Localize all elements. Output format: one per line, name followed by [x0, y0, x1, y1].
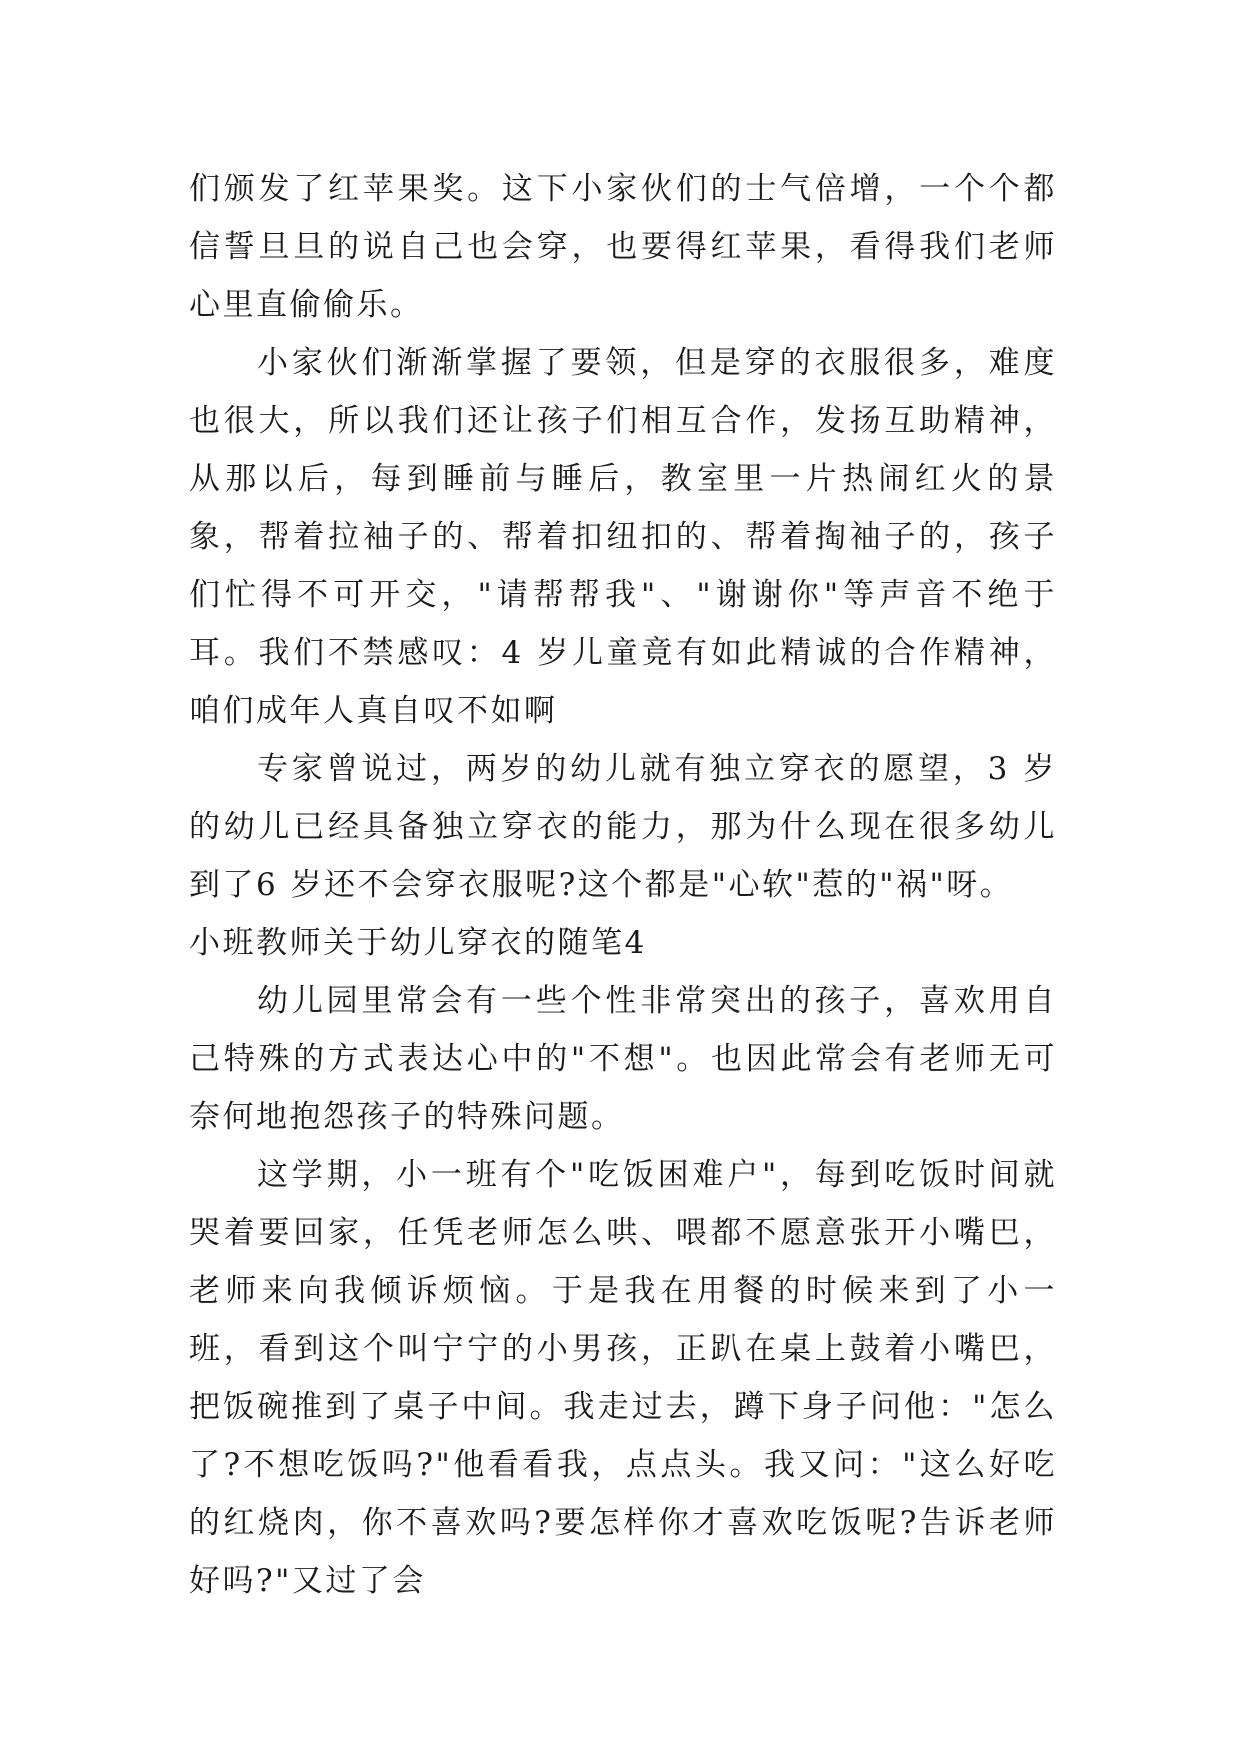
paragraph-4: 幼儿园里常会有一些个性非常突出的孩子，喜欢用自己特殊的方式表达心中的"不想"。也因此常会有老师无可奈何地抱怨孩子的特殊问题。: [189, 983, 1057, 1135]
section-heading: 小班教师关于幼儿穿衣的随笔4: [189, 925, 647, 961]
paragraph-3: 专家曾说过，两岁的幼儿就有独立穿衣的愿望，3 岁的幼儿已经具备独立穿衣的能力，那为什么现在很多幼儿到了6 岁还不会穿衣服呢?这个都是"心软"惹的"祸"呀。: [189, 751, 1057, 903]
document-page: [189, 160, 1057, 1610]
paragraph-2: 小家伙们渐渐掌握了要领，但是穿的衣服很多，难度也很大，所以我们还让孩子们相互合作，发扬互助精神，从那以后，每到睡前与睡后，教室里一片热闹红火的景象，帮着拉袖子的、帮着扣纽扣的、帮着掏袖子的，孩子们忙得不可开交，"请帮帮我"、"谢谢你"等声音不绝于耳。我们不禁感叹：4 岁儿童竟有如此精诚的合作精神，咱们成年人真自叹不如啊: [189, 345, 1057, 729]
paragraph-1: 们颁发了红苹果奖。这下小家伙们的士气倍增，一个个都信誓旦旦的说自己也会穿，也要得红苹果，看得我们老师心里直偷偷乐。: [189, 171, 1057, 323]
paragraph-5: 这学期，小一班有个"吃饭困难户"，每到吃饭时间就哭着要回家，任凭老师怎么哄、喂都不愿意张开小嘴巴，老师来向我倾诉烦恼。于是我在用餐的时候来到了小一班，看到这个叫宁宁的小男孩，正趴在桌上鼓着小嘴巴，把饭碗推到了桌子中间。我走过去，蹲下身子问他："怎么了?不想吃饭吗?"他看看我，点点头。我又问："这么好吃的红烧肉，你不喜欢吗?要怎样你才喜欢吃饭呢?告诉老师好吗?"又过了会: [189, 1157, 1057, 1599]
